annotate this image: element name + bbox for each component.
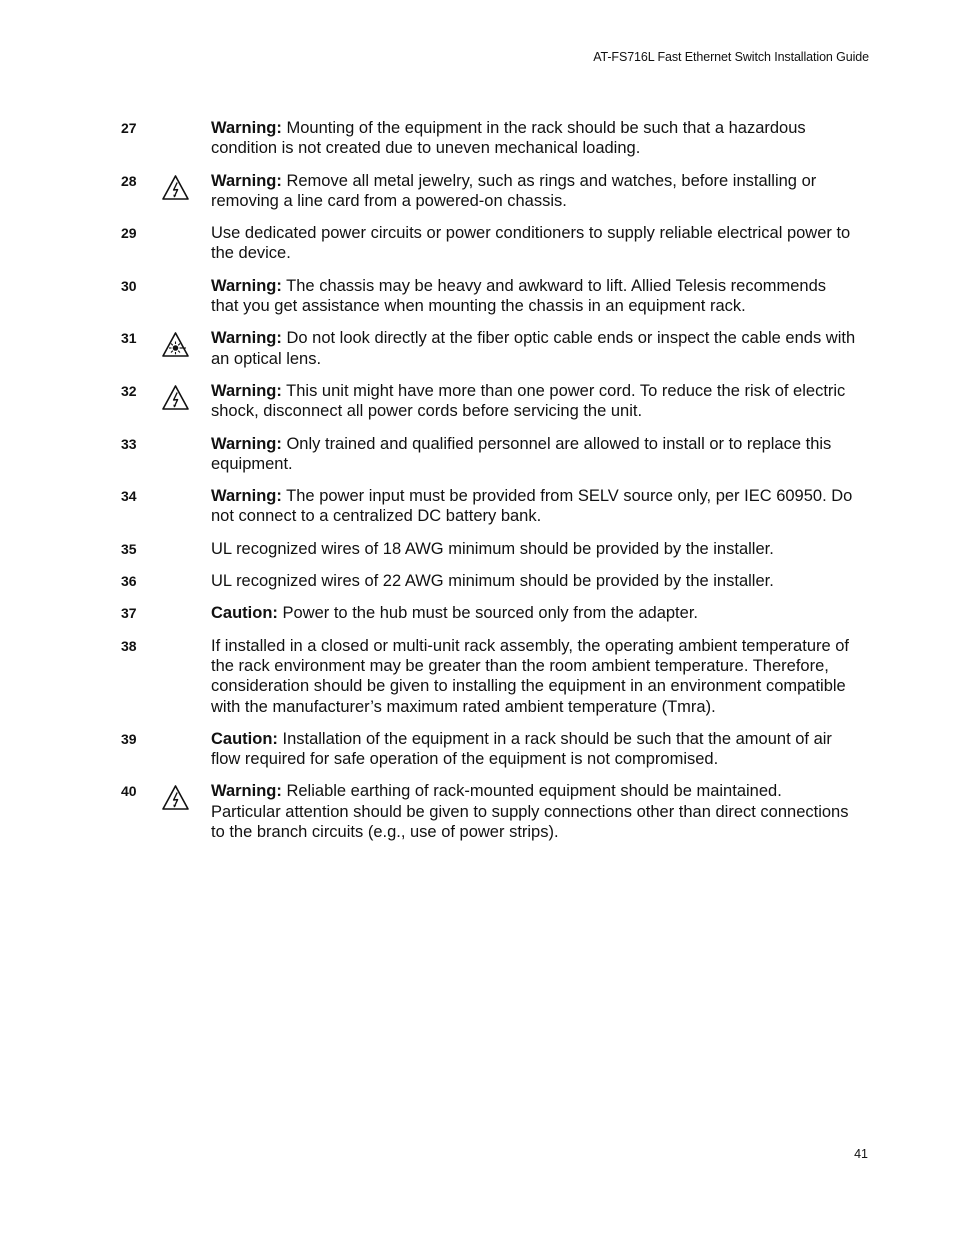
statement-number: 40 — [121, 783, 137, 800]
list-item — [0, 328, 954, 369]
statement-label: Warning: — [211, 434, 282, 453]
statement-text — [211, 276, 856, 317]
statement-body: Reliable earthing of rack-mounted equipment should be maintained. Particular attention should be given to supply connections other than direct connections to the branch circuits (e.g., use of power strips). — [211, 782, 849, 842]
statement-body: Only trained and qualified personnel are allowed to install or to replace this equipment. — [211, 434, 832, 473]
statement-text — [211, 486, 856, 527]
statement-text — [211, 781, 856, 842]
statement-body: Do not look directly at the fiber optic cable ends or inspect the cable ends with an optical lens. — [211, 329, 856, 368]
statement-number: 30 — [121, 277, 137, 294]
list-item — [0, 223, 954, 264]
list-item — [0, 571, 954, 591]
statement-number: 31 — [121, 330, 137, 347]
statement-body: Power to the hub must be sourced only from the adapter. — [282, 604, 698, 623]
electrical-hazard-icon — [161, 174, 190, 201]
statement-body: The power input must be provided from SELV source only, per IEC 60950. Do not connect to a centralized DC battery bank. — [211, 487, 853, 526]
list-item — [0, 118, 954, 159]
statement-label: Warning: — [211, 329, 282, 348]
list-item — [0, 381, 954, 422]
page-number: 41 — [854, 1147, 868, 1161]
statement-body: If installed in a closed or multi-unit rack assembly, the operating ambient temperature of the rack environment may be greater than the room ambient temperature. Therefore, consideration should be given to installing the equipment in an environment compatible with the manufacturer’s maximum rated ambient temperature (Tmra). — [211, 636, 850, 716]
statement-body: UL recognized wires of 22 AWG minimum should be provided by the installer. — [211, 572, 774, 591]
statement-label: Warning: — [211, 487, 282, 506]
statement-label: Caution: — [211, 729, 278, 748]
statement-body: Use dedicated power circuits or power conditioners to supply reliable electrical power to the device. — [211, 224, 851, 263]
statement-number: 36 — [121, 573, 137, 590]
list-item — [0, 781, 954, 842]
statement-label: Warning: — [211, 782, 282, 801]
list-item — [0, 434, 954, 475]
list-item — [0, 171, 954, 212]
electrical-hazard-icon — [161, 384, 190, 411]
list-item — [0, 276, 954, 317]
statement-label: Warning: — [211, 171, 282, 190]
statement-number: 32 — [121, 382, 137, 399]
statement-text — [211, 381, 856, 422]
statement-number: 34 — [121, 488, 137, 505]
statement-number: 35 — [121, 540, 137, 557]
statement-body: The chassis may be heavy and awkward to lift. Allied Telesis recommends that you get assistance when mounting the chassis in an equipment rack. — [211, 276, 827, 316]
statement-text — [211, 636, 856, 717]
statement-number: 28 — [121, 172, 137, 189]
statement-text — [211, 539, 856, 559]
statement-text — [211, 603, 856, 623]
statement-text — [211, 223, 856, 264]
statement-text — [211, 171, 856, 212]
statement-label: Warning: — [211, 276, 282, 295]
list-item — [0, 539, 954, 559]
list-item — [0, 636, 954, 717]
statement-number: 38 — [121, 637, 137, 654]
safety-statement-list — [0, 118, 954, 854]
statement-number: 29 — [121, 225, 137, 242]
statement-text — [211, 571, 856, 591]
statement-number: 39 — [121, 730, 137, 747]
statement-label: Warning: — [211, 381, 282, 400]
statement-body: UL recognized wires of 18 AWG minimum should be provided by the installer. — [211, 539, 774, 558]
list-item — [0, 486, 954, 527]
statement-text — [211, 328, 856, 369]
statement-body: Mounting of the equipment in the rack should be such that a hazardous condition is not created due to uneven mechanical loading. — [211, 119, 806, 158]
statement-text — [211, 434, 856, 475]
electrical-hazard-icon — [161, 784, 190, 811]
page-header: AT-FS716L Fast Ethernet Switch Installation Guide — [593, 50, 869, 64]
statement-number: 27 — [121, 120, 137, 136]
statement-text — [211, 118, 856, 159]
statement-label: Warning: — [211, 119, 282, 137]
statement-body: This unit might have more than one power cord. To reduce the risk of electric shock, disconnect all power cords before servicing the unit. — [211, 381, 846, 421]
list-item — [0, 729, 954, 770]
statement-body: Installation of the equipment in a rack should be such that the amount of air flow required for safe operation of the equipment is not compromised. — [211, 729, 832, 769]
statement-number: 33 — [121, 435, 137, 452]
statement-body: Remove all metal jewelry, such as rings and watches, before installing or removing a line card from a powered-on chassis. — [211, 171, 817, 210]
statement-number: 37 — [121, 605, 137, 622]
statement-text — [211, 729, 856, 770]
laser-hazard-icon — [161, 331, 190, 358]
statement-label: Caution: — [211, 604, 278, 623]
list-item — [0, 603, 954, 623]
